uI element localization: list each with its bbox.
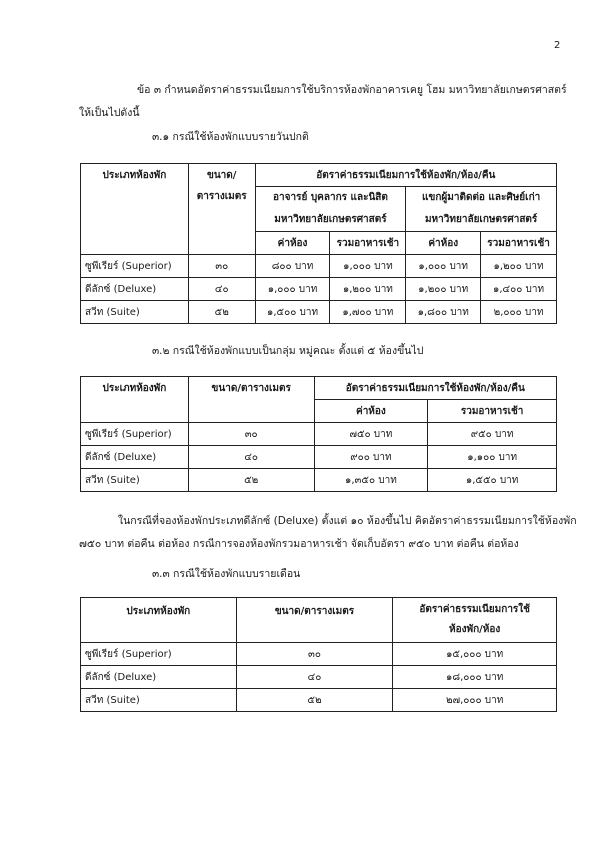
size-cell: ๓๐	[236, 643, 393, 666]
header-size: ขนาด/ตารางเมตร	[236, 598, 393, 643]
daily-rate-table	[80, 163, 557, 324]
size-cell: ๕๒	[236, 689, 393, 712]
section-3-3-heading: ๓.๓ กรณีใช้ห้องพักแบบรายเดือน	[152, 568, 301, 580]
header-group-staff	[255, 187, 406, 232]
table-row	[81, 423, 557, 446]
table-row	[81, 666, 557, 689]
header-size: ขนาด/ตารางเมตร	[188, 377, 314, 423]
room-type-cell: สวีท (Suite)	[81, 469, 189, 492]
price-cell: ๑,๘๐๐ บาท	[406, 301, 481, 324]
table-row	[81, 255, 557, 278]
room-type-cell: ซูพีเรียร์ (Superior)	[81, 423, 189, 446]
size-cell: ๔๐	[236, 666, 393, 689]
size-cell: ๔๐	[188, 278, 255, 301]
header-monthly-rate-line-2: ห้องพัก/ห้อง	[449, 624, 501, 635]
room-type-cell: ซูพีเรียร์ (Superior)	[81, 643, 237, 666]
header-group-staff-line-2: มหาวิทยาลัยเกษตรศาสตร์	[274, 214, 387, 225]
size-cell: ๓๐	[188, 255, 255, 278]
section-3-1-heading: ๓.๑ กรณีใช้ห้องพักแบบรายวันปกติ	[152, 131, 309, 143]
header-group-guest-line-2: มหาวิทยาลัยเกษตรศาสตร์	[424, 214, 538, 225]
table-row	[81, 301, 557, 324]
size-cell: ๔๐	[188, 446, 314, 469]
room-type-cell: สวีท (Suite)	[81, 689, 237, 712]
header-group-guest	[406, 187, 557, 232]
price-cell: ๒๗,๐๐๐ บาท	[393, 689, 557, 712]
price-cell: ๑,๒๐๐ บาท	[481, 255, 557, 278]
price-cell: ๑,๑๐๐ บาท	[428, 446, 557, 469]
header-breakfast-price: รวมอาหารเช้า	[481, 232, 557, 255]
header-room-price: ค่าห้อง	[314, 400, 428, 423]
header-breakfast-price: รวมอาหารเช้า	[330, 232, 406, 255]
header-room-price: ค่าห้อง	[406, 232, 481, 255]
price-cell: ๗๕๐ บาท	[314, 423, 428, 446]
price-cell: ๑,๗๐๐ บาท	[330, 301, 406, 324]
header-room-type: ประเภทห้องพัก	[81, 377, 189, 423]
page-number: 2	[554, 40, 561, 51]
room-type-cell: ดีลักซ์ (Deluxe)	[81, 446, 189, 469]
group-rate-table	[80, 376, 557, 492]
price-cell: ๑,๐๐๐ บาท	[406, 255, 481, 278]
room-type-cell: ดีลักซ์ (Deluxe)	[81, 666, 237, 689]
header-room-price: ค่าห้อง	[255, 232, 330, 255]
table-row	[81, 446, 557, 469]
room-type-cell: สวีท (Suite)	[81, 301, 189, 324]
table-row	[81, 689, 557, 712]
header-size	[188, 164, 255, 255]
header-size-line-1: ขนาด/	[206, 170, 237, 181]
price-cell: ๒,๐๐๐ บาท	[481, 301, 557, 324]
table-row	[81, 278, 557, 301]
price-cell: ๙๐๐ บาท	[314, 446, 428, 469]
size-cell: ๓๐	[188, 423, 314, 446]
price-cell: ๑,๒๐๐ บาท	[330, 278, 406, 301]
section-3-2-heading: ๓.๒ กรณีใช้ห้องพักแบบเป็นกลุ่ม หมู่คณะ ตั้งแต่ ๕ ห้องขึ้นไป	[152, 345, 424, 357]
room-type-cell: ดีลักซ์ (Deluxe)	[81, 278, 189, 301]
header-rate: อัตราค่าธรรมเนียมการใช้ห้องพัก/ห้อง/คืน	[255, 164, 556, 187]
header-monthly-rate-line-1: อัตราค่าธรรมเนียมการใช้	[419, 604, 530, 615]
price-cell: ๑๕,๐๐๐ บาท	[393, 643, 557, 666]
room-type-cell: ซูพีเรียร์ (Superior)	[81, 255, 189, 278]
header-rate: อัตราค่าธรรมเนียมการใช้ห้องพัก/ห้อง/คืน	[314, 377, 556, 400]
clause-3-line-1: ข้อ ๓ กำหนดอัตราค่าธรรมเนียมการใช้บริการห้องพักอาคารเคยู โฮม มหาวิทยาลัยเกษตรศาสตร์	[137, 84, 567, 96]
header-monthly-rate	[393, 598, 557, 643]
header-size-line-2: ตารางเมตร	[196, 191, 247, 202]
deluxe-group-note-line-1: ในกรณีที่จองห้องพักประเภทดีลักซ์ (Deluxe) ตั้งแต่ ๑๐ ห้องขึ้นไป คิดอัตราค่าธรรมเนียมการใช้ห้องพัก	[118, 515, 577, 527]
header-room-type: ประเภทห้องพัก	[81, 164, 189, 255]
table-row	[81, 643, 557, 666]
size-cell: ๕๒	[188, 301, 255, 324]
price-cell: ๑๘,๐๐๐ บาท	[393, 666, 557, 689]
header-breakfast-price: รวมอาหารเช้า	[428, 400, 557, 423]
price-cell: ๑,๔๐๐ บาท	[481, 278, 557, 301]
table-row	[81, 469, 557, 492]
price-cell: ๘๐๐ บาท	[255, 255, 330, 278]
header-group-guest-line-1: แขกผู้มาติดต่อ และศิษย์เก่า	[422, 192, 541, 203]
price-cell: ๙๕๐ บาท	[428, 423, 557, 446]
monthly-rate-table	[80, 597, 557, 712]
price-cell: ๑,๐๐๐ บาท	[330, 255, 406, 278]
price-cell: ๑,๐๐๐ บาท	[255, 278, 330, 301]
price-cell: ๑,๒๐๐ บาท	[406, 278, 481, 301]
clause-3-line-2: ให้เป็นไปดังนี้	[79, 107, 140, 119]
size-cell: ๕๒	[188, 469, 314, 492]
price-cell: ๑,๕๐๐ บาท	[255, 301, 330, 324]
price-cell: ๑,๕๕๐ บาท	[428, 469, 557, 492]
header-group-staff-line-1: อาจารย์ บุคลากร และนิสิต	[273, 192, 388, 203]
header-room-type: ประเภทห้องพัก	[81, 598, 237, 643]
price-cell: ๑,๓๕๐ บาท	[314, 469, 428, 492]
deluxe-group-note-line-2: ๗๕๐ บาท ต่อคืน ต่อห้อง กรณีการจองห้องพักรวมอาหารเช้า จัดเก็บอัตรา ๙๕๐ บาท ต่อคืน ต่อห้อง	[79, 538, 519, 550]
